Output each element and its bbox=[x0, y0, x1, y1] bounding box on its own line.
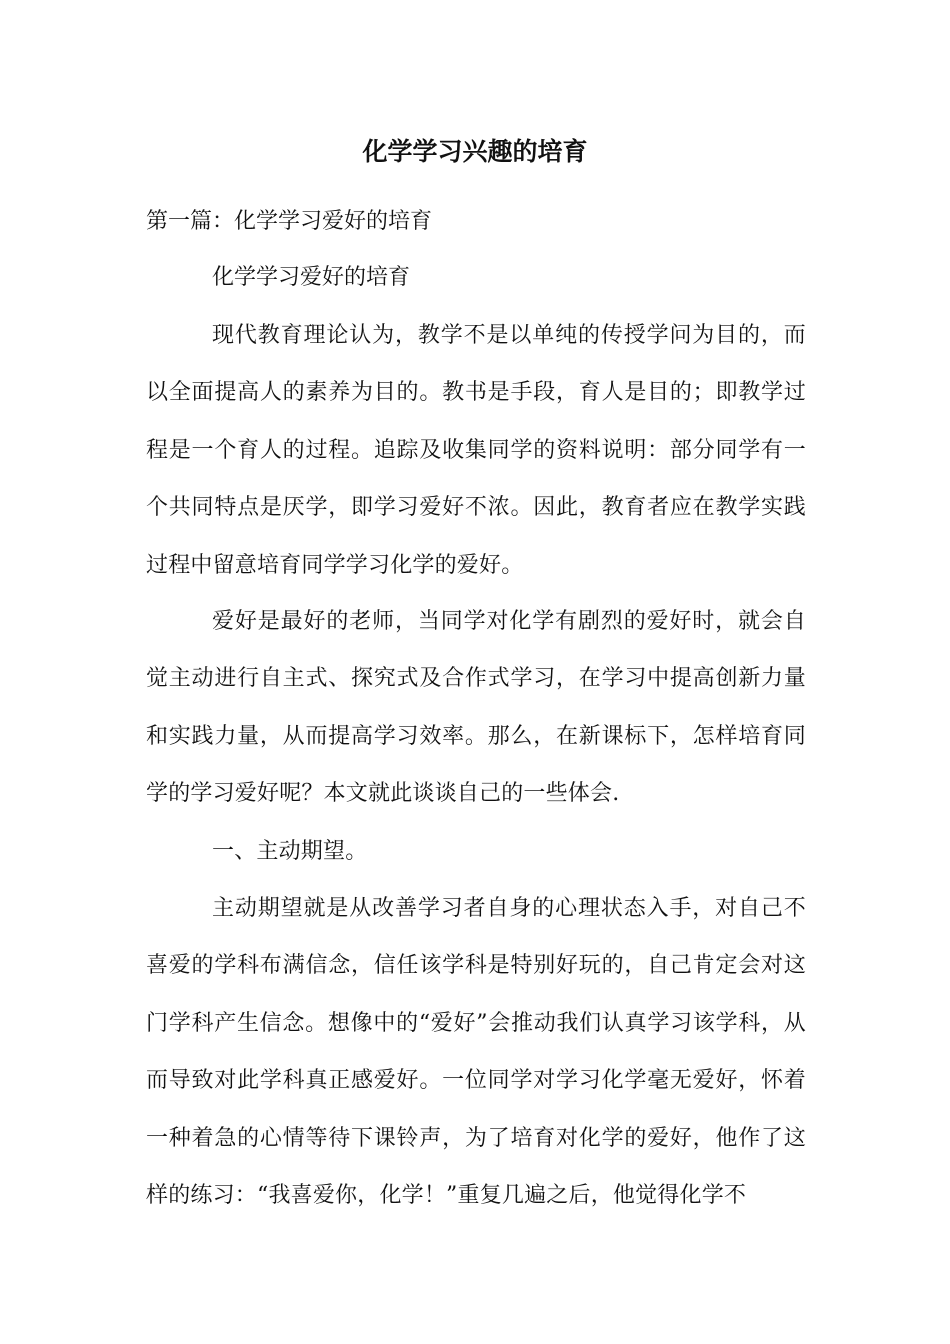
body-paragraph: 现代教育理论认为，教学不是以单纯的传授学问为目的，而以全面提高人的素养为目的。教书是手段，育人是目的；即教学过程是一个育人的过程。追踪及收集同学的资料说明：部分同学有一个共同特点是厌学，即学习爱好不浓。因此，教育者应在教学实践过程中留意培育同学学习化学的爱好。 bbox=[146, 323, 806, 578]
body-paragraph: 主动期望就是从改善学习者自身的心理状态入手，对自己不喜爱的学科布满信念，信任该学科是特别好玩的，自己肯定会对这门学科产生信念。想像中的“爱好”会推动我们认真学习该学科，从而导致对此学科真正感爱好。一位同学对学习化学毫无爱好，怀着一种着急的心情等待下课铃声，为了培育对化学的爱好，他作了这样的练习：“我喜爱你，化学！”重复几遍之后，他觉得化学不 bbox=[146, 896, 806, 1209]
section-heading: 第一篇：化学学习爱好的培育 bbox=[146, 209, 433, 234]
body-paragraph: 爱好是最好的老师，当同学对化学有剧烈的爱好时，就会自觉主动进行自主式、探究式及合作式学习，在学习中提高创新力量和实践力量，从而提高学习效率。那么，在新课标下，怎样培育同学的学习爱好呢？本文就此谈谈自己的一些体会. bbox=[146, 609, 806, 807]
section-heading-1: 一、主动期望。 bbox=[212, 839, 368, 864]
article-title: 化学学习爱好的培育 bbox=[212, 265, 411, 290]
document-title: 化学学习兴趣的培育 bbox=[362, 137, 588, 166]
